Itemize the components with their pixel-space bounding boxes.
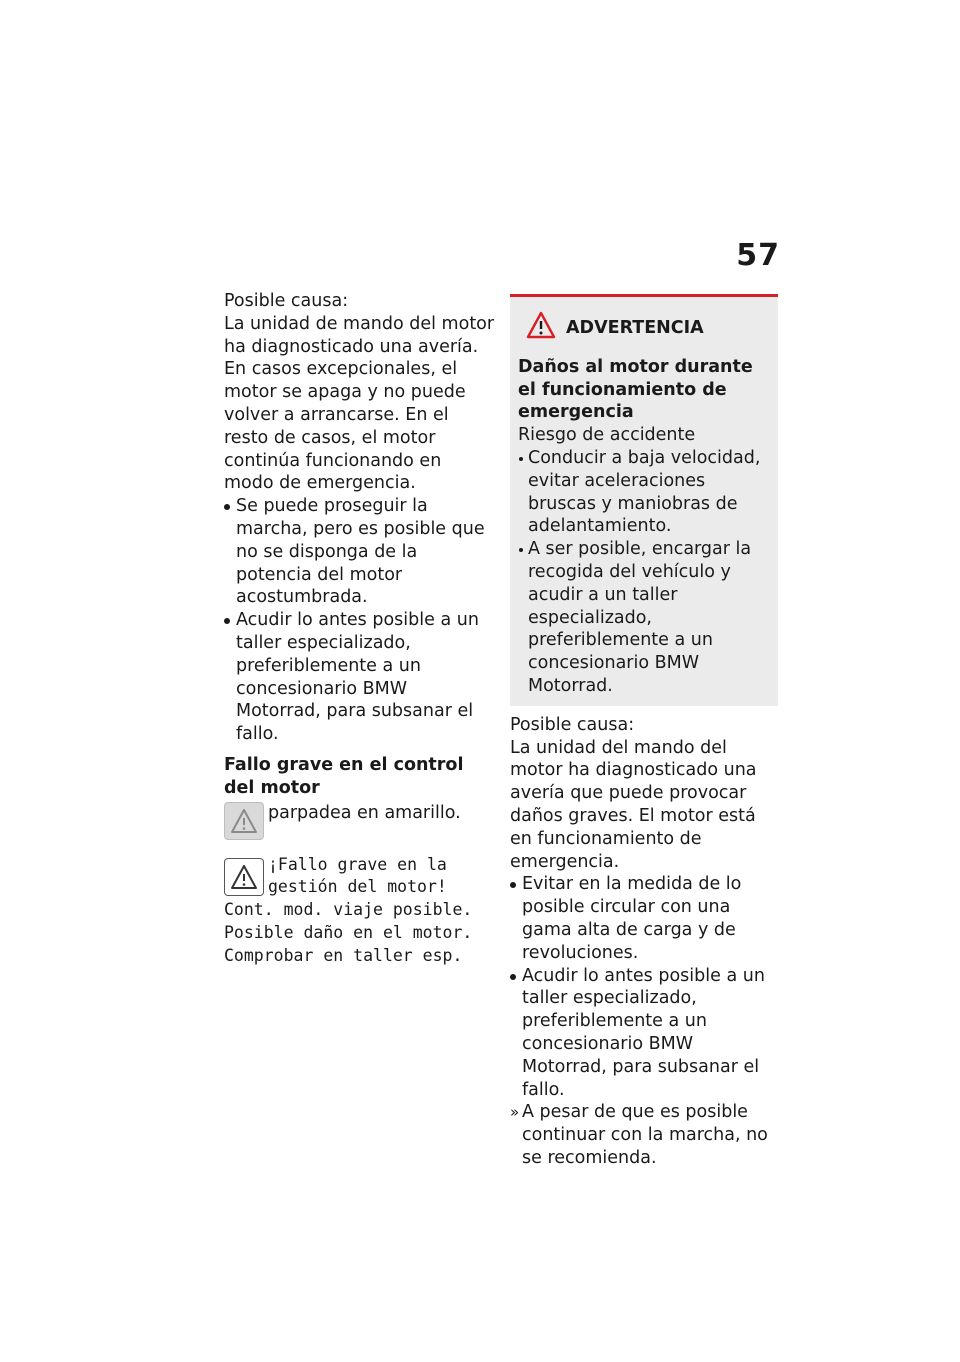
indicator-text: parpadea en amarillo. [268, 802, 461, 823]
right-column [510, 294, 778, 1170]
warning-risk: Riesgo de accidente [518, 425, 696, 446]
display-message: ¡Fallo grave en la gestión del motor! Cont. mod. viaje posible. Posible daño en el motor. Comprobar en taller esp. [224, 854, 473, 965]
cause-label: Posible causa: [224, 291, 349, 311]
list-item: Se puede proseguir la marcha, pero es posible que no se disponga de la potencia del motor acostumbrada. [224, 495, 496, 609]
warning-triangle-icon [224, 858, 264, 896]
cause-text: La unidad del mando del motor ha diagnosticado una avería que puede provocar daños graves. El motor está en funcionamiento de emergencia. [510, 737, 757, 872]
cause-label: Posible causa: [510, 714, 635, 735]
indicator-row [224, 802, 496, 840]
warning-title: ADVERTENCIA [566, 318, 704, 338]
list-item: Acudir lo antes posible a un taller especializado, preferiblemente a un concesionario BMW Motorrad, para subsanar el fallo. [510, 965, 778, 1102]
result-item: » A pesar de que es posible continuar con la marcha, no se recomienda. [510, 1101, 778, 1169]
list-item: A ser posible, encargar la recogida del vehículo y acudir a un taller especializado, preferiblemente a un concesionario BMW Motorrad. [518, 538, 770, 698]
list-item: Conducir a baja velocidad, evitar aceleraciones bruscas y maniobras de adelantamiento. [518, 447, 770, 538]
warning-header [526, 311, 770, 346]
list-item: Evitar en la medida de lo posible circular con una gama alta de carga y de revoluciones. [510, 873, 778, 964]
section-heading: Fallo grave en el control del motor [224, 754, 464, 798]
warning-subtitle: Daños al motor durante el funcionamiento de emergencia [518, 356, 753, 423]
page-number: 57 [736, 238, 780, 273]
warning-triangle-icon [224, 802, 264, 840]
display-message-block [224, 854, 496, 968]
exclamation-triangle-icon [526, 311, 556, 346]
left-column [224, 290, 496, 968]
list-item: Acudir lo antes posible a un taller especializado, preferiblemente a un concesionario BMW Motorrad, para subsanar el fallo. [224, 609, 496, 746]
warning-box [510, 294, 778, 706]
cause-text: La unidad de mando del motor ha diagnosticado una avería. En casos excepcionales, el motor se apaga y no puede volver a arrancarse. En el resto de casos, el motor continúa funcionando en modo de emergencia. [224, 313, 495, 494]
